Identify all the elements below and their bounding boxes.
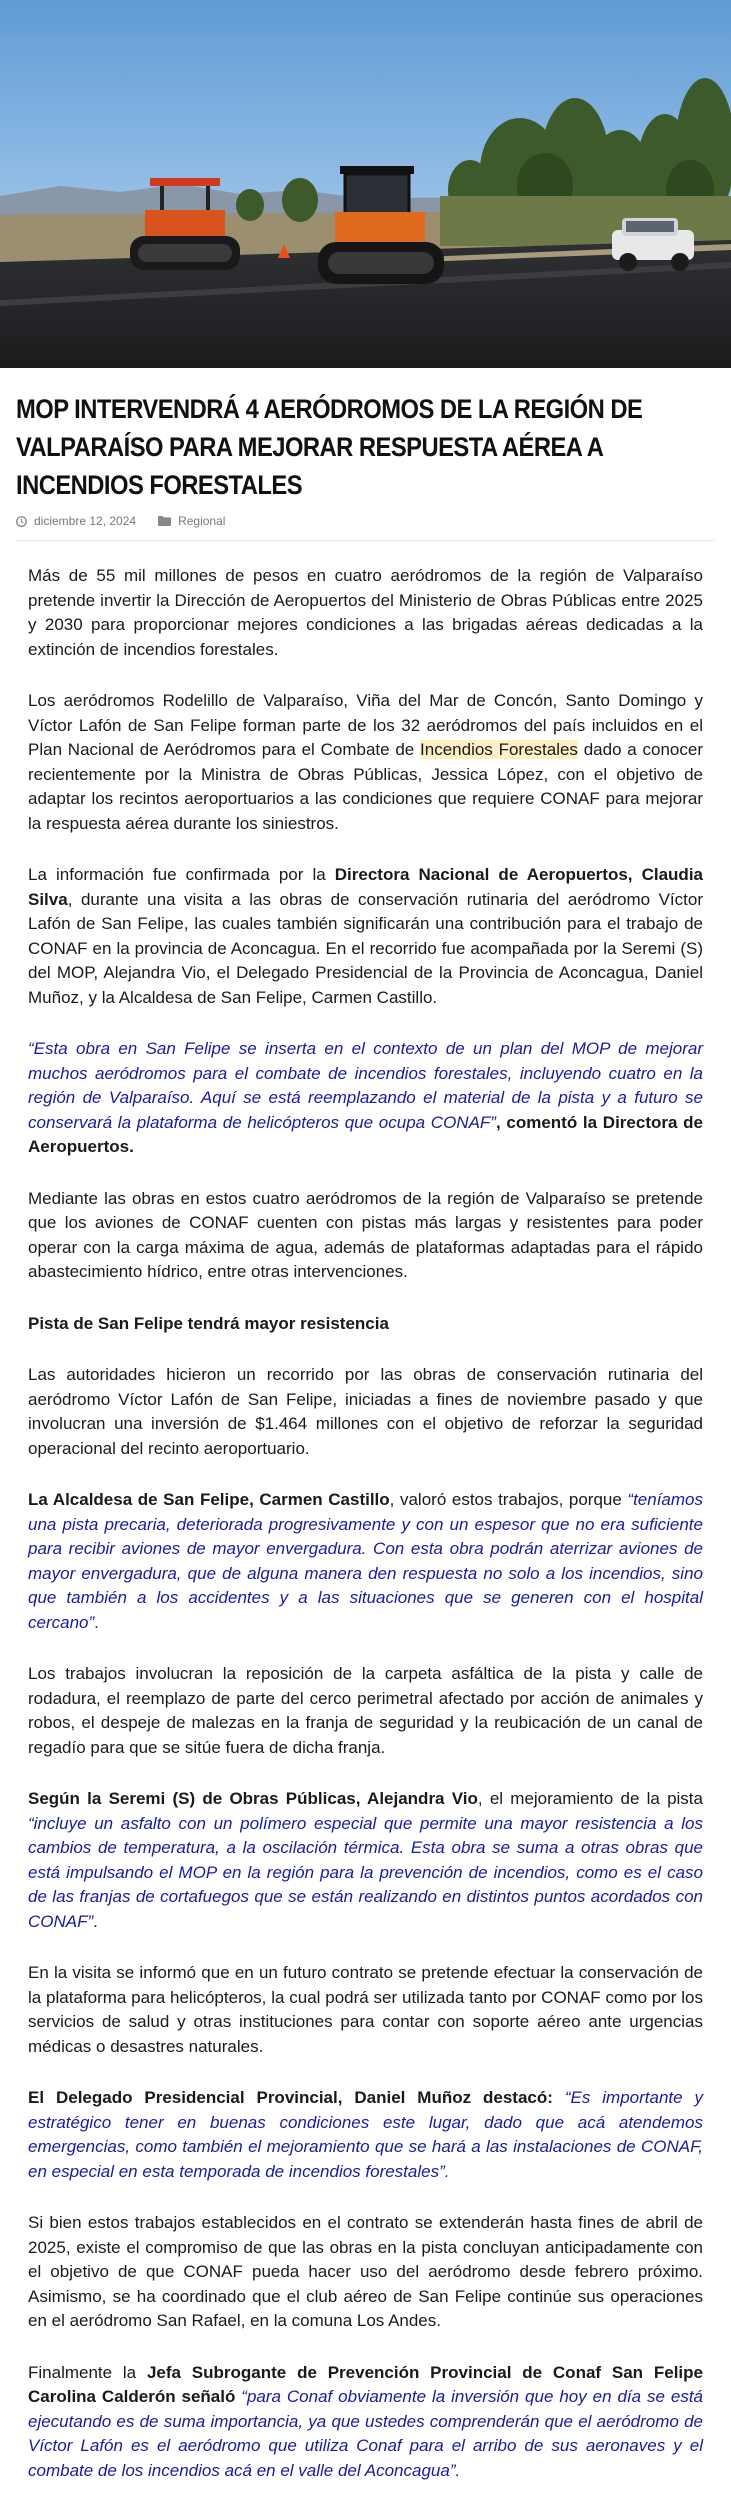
date-meta (16, 514, 136, 528)
paragraph-5: Mediante las obras en estos cuatro aeródromos de la región de Valparaíso se pretende que los aviones de CONAF cuenten con pistas más largas y resistentes para poder operar con la carga máxima de agua, además de plataformas adaptadas para el rápido abastecimiento hídrico, entre otras intervenciones. (28, 1188, 703, 1281)
article-category[interactable]: Regional (178, 514, 226, 528)
paragraph-3: La información fue confirmada por la Directora Nacional de Aeropuertos, Claudia Silva, durante una visita a las obras de conservación rutinaria del aeródromo Víctor Lafón de San Felipe, las cuales también significarán una contribución para el trabajo de CONAF en la provincia de Aconcagua. En el recorrido fue acompañada por la Seremi (S) del MOP, Alejandra Vio, el Delegado Presidencial de la Provincia de Aconcagua, Daniel Muñoz, y la Alcaldesa de San Felipe, Carmen Castillo. (28, 865, 703, 1007)
article-date: diciembre 12, 2024 (34, 514, 137, 528)
paragraph-6: Las autoridades hicieron un recorrido por las obras de conservación rutinaria del aeródromo Víctor Lafón de San Felipe, iniciadas a fines de noviembre pasado y que involucran una inversión de $1.464 millones con el objetivo de reforzar la seguridad operacional del recinto aeroportuario. (28, 1365, 703, 1458)
paragraph-2: Los aeródromos Rodelillo de Valparaíso, Viña del Mar de Concón, Santo Domingo y Víctor Lafón de San Felipe forman parte de los 32 aeródromos del país incluidos en el Plan Nacional de Aeródromos para el Combate de Incendios Forestales dado a conocer recientemente por la Ministra de Obras Públicas, Jessica López, con el objetivo de adaptar los recintos aeroportuarios a las condiciones que requiere CONAF para mejorar la respuesta aérea durante los siniestros. (28, 691, 703, 833)
paragraph-9: Según la Seremi (S) de Obras Públicas, Alejandra Vio, el mejoramiento de la pista “incluye un asfalto con un polímero especial que permite una mayor resistencia a los cambios de temperatura, a la oscilación térmica. Esta obra se suma a otras obras que está impulsando el MOP en la región para la prevención de incendios, como es el caso de las franjas de cortafuegos que se están realizando en distintos puntos acordados con CONAF”. (28, 1789, 703, 1931)
paragraph-8: Los trabajos involucran la reposición de la carpeta asfáltica de la pista y calle de rodadura, el reemplazo de parte del cerco perimetral afectado por acción de animales y robos, el despeje de malezas en la franja de seguridad y la reubicación de un canal de regadío para que se sitúe fuera de dicha franja. (28, 1664, 703, 1757)
section-subheading: Pista de San Felipe tendrá mayor resistencia (28, 1313, 389, 1333)
article-meta (16, 514, 715, 541)
folder-icon (158, 516, 171, 526)
paragraph-1: Más de 55 mil millones de pesos en cuatro aeródromos de la región de Valparaíso pretende invertir la Dirección de Aeropuertos del Ministerio de Obras Públicas entre 2025 y 2030 para proporcionar mejores condiciones a las brigadas aéreas dedicadas a la extinción de incendios forestales. (28, 566, 703, 659)
paragraph-12: Si bien estos trabajos establecidos en el contrato se extenderán hasta fines de abril de 2025, existe el compromiso de que las obras en la pista concluyan anticipadamente con el objetivo de que CONAF pueda hacer uso del aeródromo desde febrero próximo. Asimismo, se ha coordinado que el club aéreo de San Felipe continúe sus operaciones en el aeródromo San Rafael, en la comuna Los Andes. (28, 2213, 703, 2330)
article-header (0, 368, 731, 541)
paragraph-13: Finalmente la Jefa Subrogante de Prevención Provincial de Conaf San Felipe Carolina Calderón señaló “para Conaf obviamente la inversión que hoy en día se está ejecutando es de suma importancia, ya que ustedes comprenderán que el aeródromo de Víctor Lafón es el aeródromo que utiliza Conaf para el arribo de sus aeronaves y el combate de los incendios acá en el valle del Aconcagua”. (28, 2362, 703, 2480)
hero-image (0, 0, 731, 368)
highlighted-link[interactable]: Incendios Forestales (420, 740, 578, 759)
category-meta[interactable] (158, 514, 225, 528)
road-rollers-paving-airstrip-photo (0, 0, 731, 368)
paragraph-11: El Delegado Presidencial Provincial, Daniel Muñoz destacó: “Es importante y estratégico tener en buenas condiciones este lugar, dado que acá atendemos emergencias, como también el mejoramiento que se hará a las instalaciones de CONAF, en especial en esta temporada de incendios forestales”. (28, 2088, 703, 2181)
paragraph-7: La Alcaldesa de San Felipe, Carmen Castillo, valoró estos trabajos, porque “teníamos una pista precaria, deteriorada progresivamente y con un espesor que no era suficiente para recibir aviones de mayor envergadura. Con esta obra podrán aterrizar aviones de mayor envergadura, que de alguna manera den respuesta no solo a los incendios, sino que también a los accidentes y a las situaciones que se generen con el hospital cercano”. (28, 1490, 703, 1632)
clock-icon (16, 516, 27, 527)
paragraph-4: “Esta obra en San Felipe se inserta en el contexto de un plan del MOP de mejorar muchos aeródromos para el combate de incendios forestales, incluyendo cuatro en la región de Valparaíso. Aquí se está reemplazando el material de la pista y a futuro se conservará la plataforma de helicópteros que ocupa CONAF”, comentó la Directora de Aeropuertos. (28, 1039, 703, 1156)
article-title: MOP INTERVENDRÁ 4 AERÓDROMOS DE LA REGIÓN DE VALPARAÍSO PARA MEJORAR RESPUESTA AÉREA A INCENDIOS FORESTALES (16, 394, 643, 500)
article-body (0, 541, 731, 2483)
paragraph-10: En la visita se informó que en un futuro contrato se pretende efectuar la conservación de la plataforma para helicópteros, la cual podrá ser utilizada tanto por CONAF como por los servicios de salud y otras instituciones para contar con soporte aéreo ante urgencias médicas o desastres naturales. (28, 1963, 703, 2056)
